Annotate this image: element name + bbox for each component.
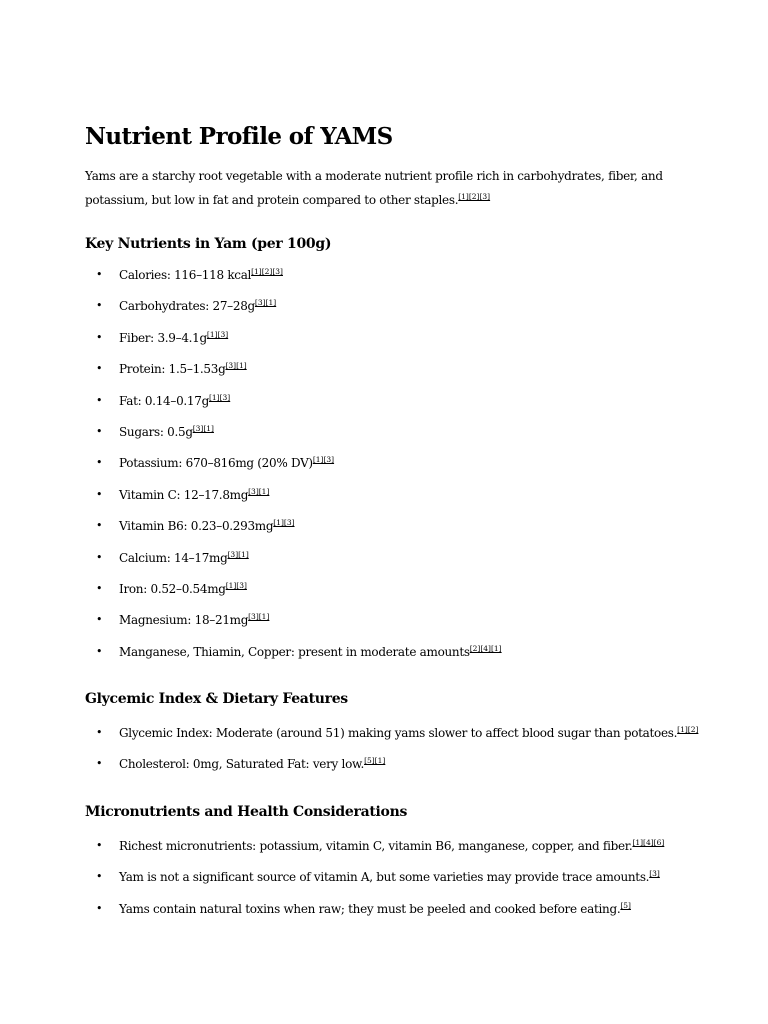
list-item-text: Iron: 0.52–0.54mg	[119, 581, 226, 596]
bullet-icon: •	[96, 870, 103, 884]
list-item	[85, 265, 685, 296]
list-item	[85, 867, 685, 898]
citation-link[interactable]: [3][1]	[225, 361, 247, 371]
list-item	[85, 754, 685, 785]
intro-text: Yams are a starchy root vegetable with a moderate nutrient profile rich in carbohydrates, fiber, and potassium, but low in fat and protein compared to other staples.	[85, 169, 663, 207]
section-heading: Micronutrients and Health Considerations	[85, 803, 408, 820]
citation-link[interactable]: [1][2][3]	[458, 192, 491, 201]
list-item-text: Calcium: 14–17mg	[119, 550, 228, 565]
list-item-text: Magnesium: 18–21mg	[119, 613, 249, 628]
citation-link[interactable]: [5][1]	[364, 756, 386, 766]
citation-link[interactable]: [5]	[620, 900, 631, 910]
bullet-icon: •	[96, 613, 103, 627]
list-item-text: Vitamin B6: 0.23–0.293mg	[119, 519, 274, 534]
list-item-text: Cholesterol: 0mg, Saturated Fat: very low.	[119, 757, 365, 772]
bullet-icon: •	[96, 901, 103, 915]
section-heading: Glycemic Index & Dietary Features	[85, 691, 348, 708]
citation-link[interactable]: [3]	[649, 869, 660, 879]
citation-link[interactable]: [3][1]	[248, 612, 270, 622]
bullet-icon: •	[96, 299, 103, 313]
section-heading: Key Nutrients in Yam (per 100g)	[85, 236, 332, 252]
list-item-text: Protein: 1.5–1.53g	[119, 362, 226, 377]
bullet-icon: •	[96, 757, 103, 771]
citation-link[interactable]: [1][3]	[225, 580, 247, 590]
bullet-icon: •	[96, 726, 103, 740]
citation-link[interactable]: [1][3]	[206, 329, 229, 339]
intro-paragraph	[85, 164, 665, 212]
list-item-text: Yam is not a significant source of vitamin A, but some varieties may provide trace amounts.	[119, 870, 650, 885]
list-item	[85, 391, 685, 422]
list-item-text: Manganese, Thiamin, Copper: present in moderate amounts	[119, 644, 470, 659]
bullet-icon: •	[96, 581, 103, 595]
list-item-text: Vitamin C: 12–17.8mg	[119, 487, 249, 502]
list-item	[85, 642, 685, 673]
citation-link[interactable]: [2][4][1]	[469, 643, 502, 653]
list-item	[85, 296, 685, 327]
citation-link[interactable]: [1][2][3]	[251, 267, 283, 276]
document-page	[85, 120, 699, 930]
citation-link[interactable]: [1][4][6]	[632, 837, 665, 847]
list-item	[85, 899, 685, 930]
sections-container	[85, 234, 699, 930]
citation-link[interactable]: [3][1]	[227, 549, 249, 559]
bullet-icon: •	[96, 393, 103, 407]
list-item-text: Calories: 116–118 kcal	[119, 268, 252, 282]
list-item	[85, 485, 685, 516]
list-item	[85, 359, 685, 390]
list-item-text: Sugars: 0.5g	[119, 424, 193, 439]
list-item-text: Potassium: 670–816mg (20% DV)	[119, 456, 313, 471]
list-item	[85, 579, 685, 610]
bullet-icon: •	[96, 268, 103, 281]
list-item	[85, 453, 685, 484]
bullet-icon: •	[96, 487, 103, 501]
list-item-text: Fiber: 3.9–4.1g	[119, 330, 207, 345]
list-item	[85, 516, 685, 547]
citation-link[interactable]: [1][3]	[312, 455, 335, 465]
citation-link[interactable]: [1][3]	[208, 392, 231, 402]
bullet-icon: •	[96, 362, 103, 376]
bullet-icon: •	[96, 838, 103, 852]
list-item	[85, 723, 699, 754]
list-item-text: Yams contain natural toxins when raw; they must be peeled and cooked before eating.	[119, 901, 621, 916]
list-item	[85, 328, 685, 359]
list-item	[85, 548, 685, 579]
list-item	[85, 610, 685, 641]
bullet-icon: •	[96, 644, 103, 658]
list-item-text: Fat: 0.14–0.17g	[119, 393, 209, 408]
citation-link[interactable]: [3][1]	[254, 298, 277, 308]
list-item-text: Richest micronutrients: potassium, vitamin C, vitamin B6, manganese, copper, and fiber.	[119, 838, 633, 853]
citation-link[interactable]: [3][1]	[192, 423, 214, 433]
page-title: Nutrient Profile of YAMS	[85, 123, 393, 150]
bullet-icon: •	[96, 550, 103, 564]
bullet-list	[85, 836, 685, 930]
list-item-text: Carbohydrates: 27–28g	[119, 299, 255, 314]
list-item-text: Glycemic Index: Moderate (around 51) making yams slower to affect blood sugar than potatoes.	[119, 726, 678, 741]
list-item	[85, 836, 685, 867]
citation-link[interactable]: [1][2]	[677, 725, 699, 735]
bullet-icon: •	[96, 330, 103, 344]
bullet-list	[85, 723, 699, 786]
bullet-icon: •	[96, 456, 103, 470]
bullet-icon: •	[96, 424, 103, 438]
bullet-icon: •	[96, 519, 103, 533]
bullet-list	[85, 265, 685, 673]
list-item	[85, 422, 685, 453]
citation-link[interactable]: [1][3]	[273, 518, 295, 528]
citation-link[interactable]: [3][1]	[248, 486, 270, 496]
